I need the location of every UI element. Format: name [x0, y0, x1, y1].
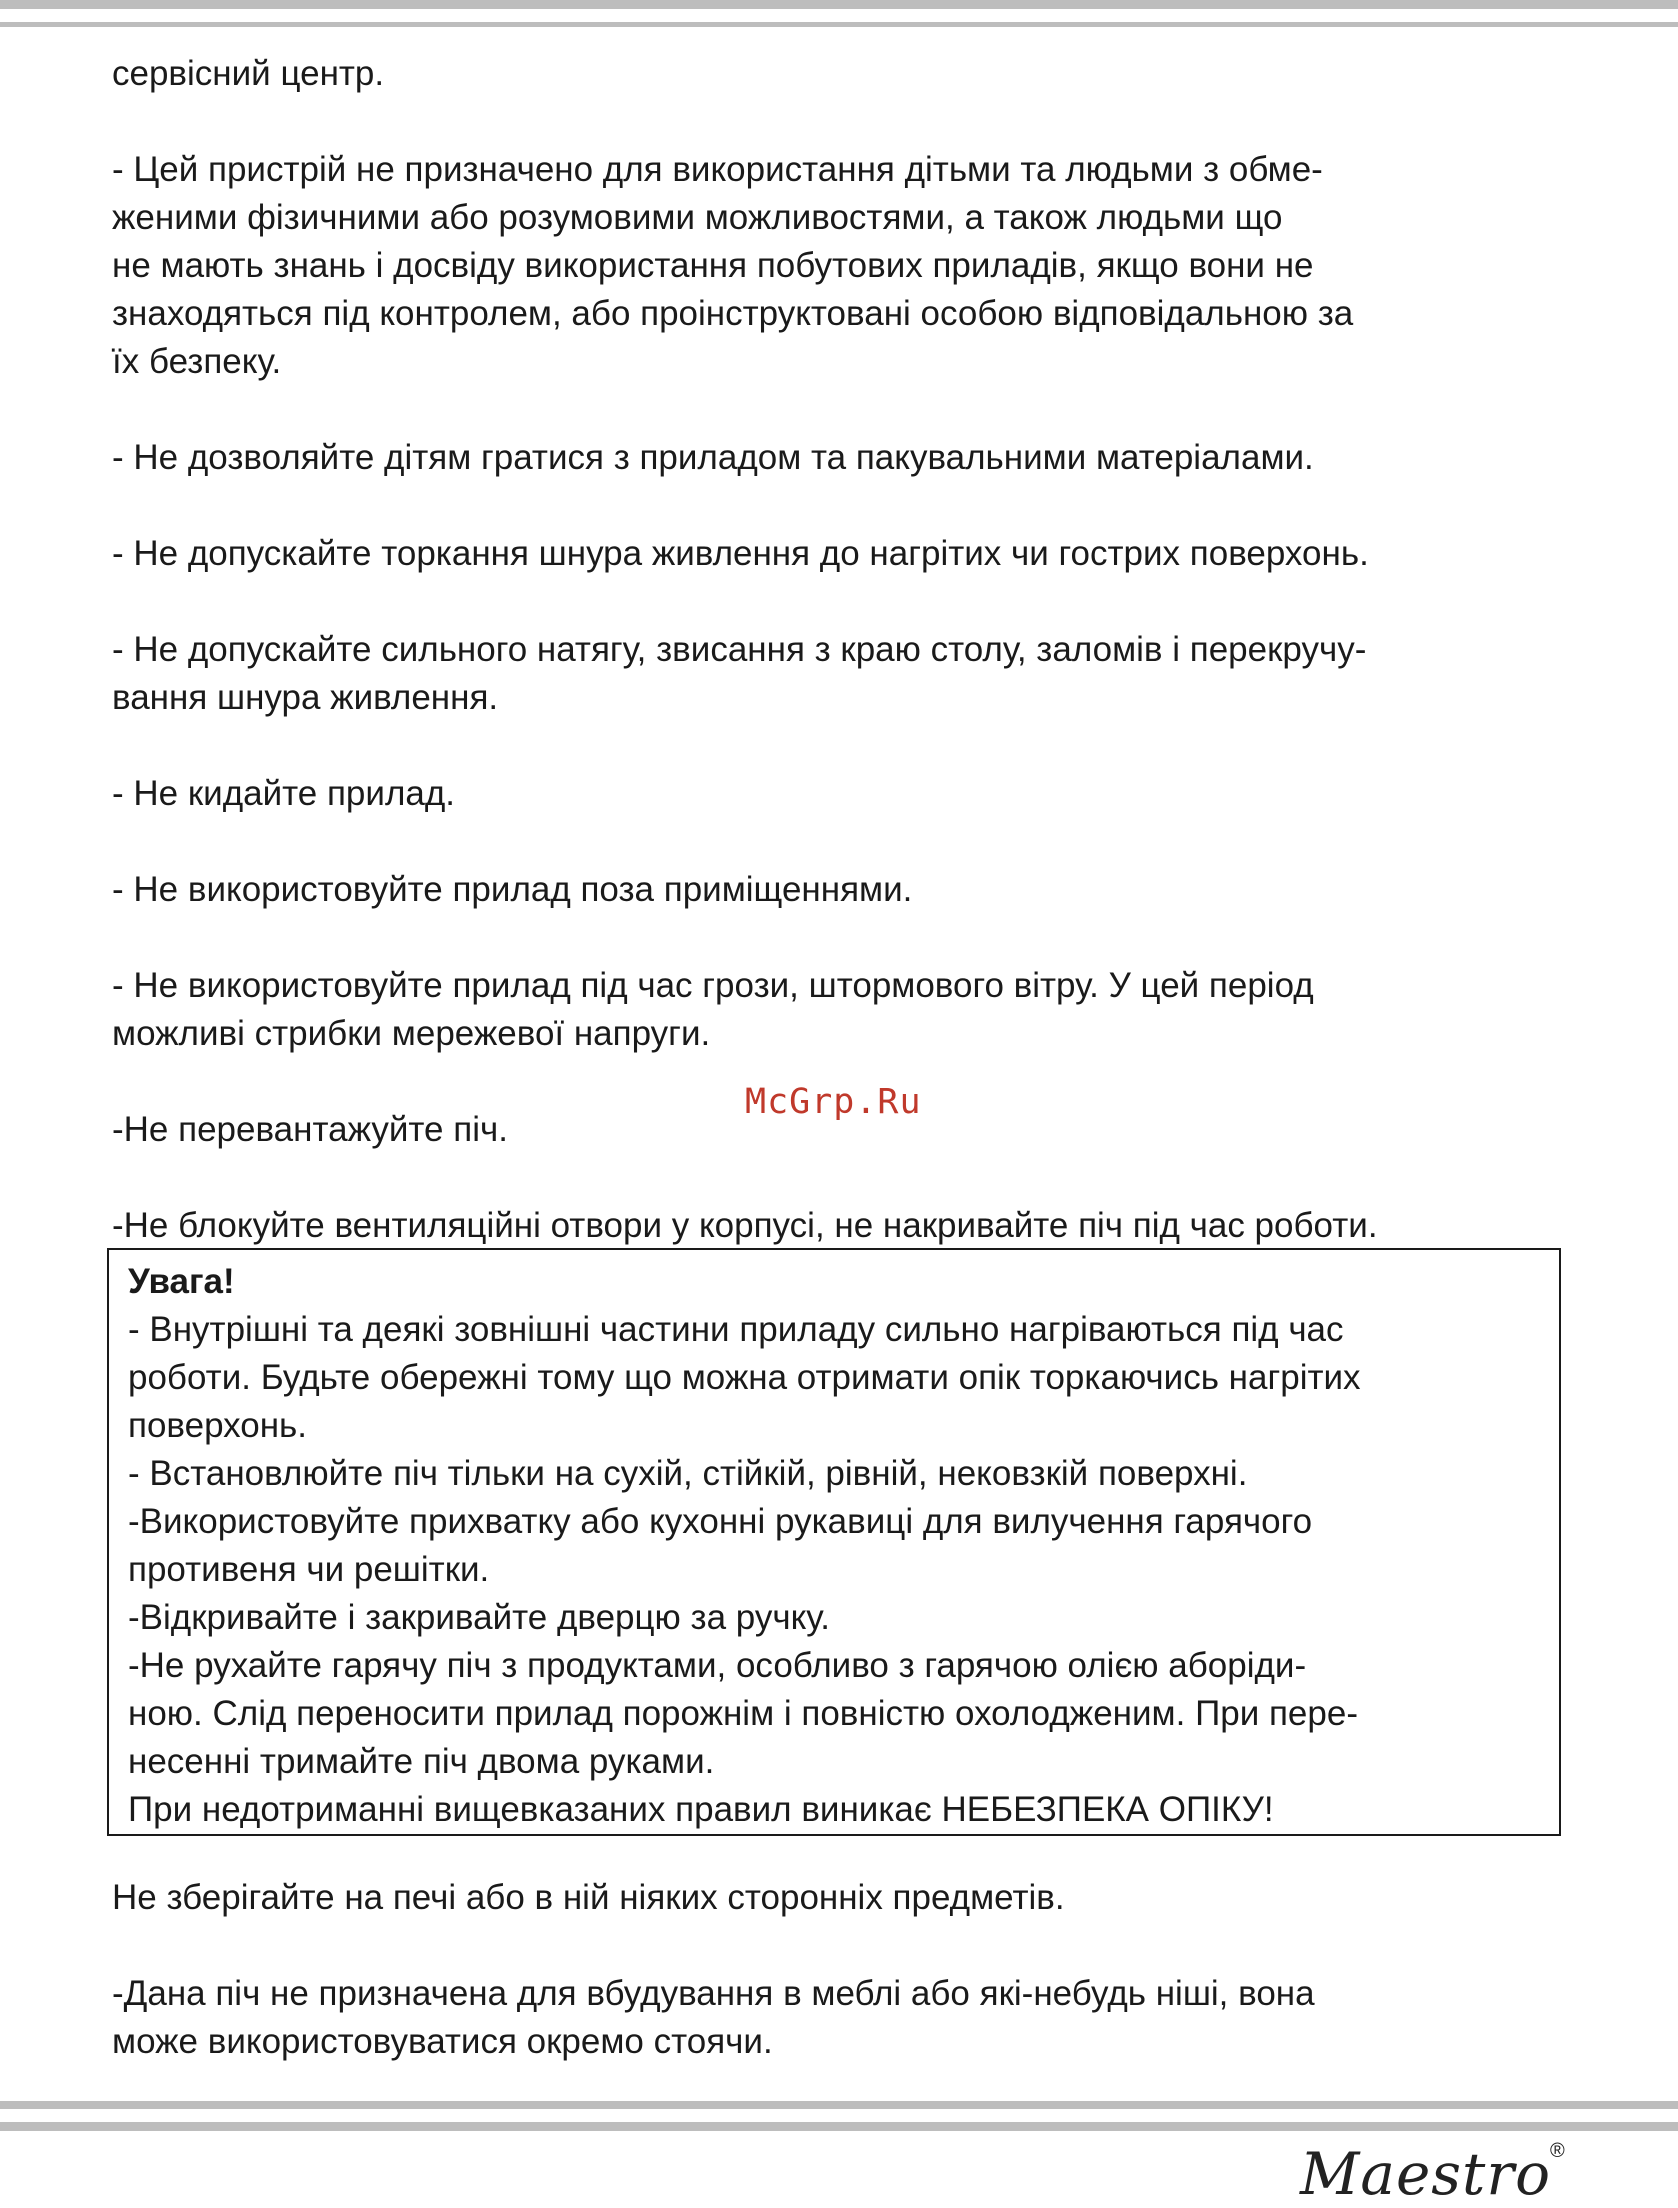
warning-line: - Встановлюйте піч тільки на сухій, стійкій, рівній, нековзкій поверхні. — [128, 1454, 1248, 1493]
bottom-rule-thick — [0, 2122, 1678, 2131]
brand-logo: Maestro — [1300, 2140, 1552, 2208]
top-rule-thick — [0, 0, 1678, 9]
paragraph: - Цей пристрій не призначено для використання дітьми та людьми з обме- женими фізичними або розумовими можливостями, а також людьми що не мають знань і досвіду використання побутових приладів, якщо вони не знаходяться під контролем, або проінструктовані особою відповідальною за їх безпеку. — [112, 150, 1354, 381]
warning-line: При недотриманні вищевказаних правил виникає НЕБЕЗПЕКА ОПІКУ! — [128, 1790, 1274, 1829]
warning-line: противеня чи решітки. — [128, 1550, 490, 1589]
warning-line: -Використовуйте прихватку або кухонні рукавиці для вилучення гарячого — [128, 1502, 1313, 1541]
paragraph: - Не дозволяйте дітям гратися з приладом та пакувальними матеріалами. — [112, 438, 1314, 477]
registered-mark: ® — [1550, 2140, 1565, 2162]
closing-instructions — [112, 1874, 1592, 2066]
warning-line: ною. Слід переносити прилад порожнім і повністю охолодженим. При пере- — [128, 1694, 1358, 1733]
paragraph: - Не допускайте сильного натягу, звисання з краю столу, заломів і перекручу- вання шнура живлення. — [112, 630, 1367, 717]
top-rule-thin — [0, 22, 1678, 27]
paragraph: Не зберігайте на печі або в ній ніяких сторонніх предметів. — [112, 1878, 1065, 1917]
warning-line: несенні тримайте піч двома руками. — [128, 1742, 715, 1781]
warning-line: поверхонь. — [128, 1406, 308, 1445]
warning-line: -Відкривайте і закривайте дверцю за ручку. — [128, 1598, 830, 1637]
paragraph: -Дана піч не призначена для вбудування в меблі або які-небудь ніші, вона може використовуватися окремо стоячи. — [112, 1974, 1315, 2061]
watermark: McGrp.Ru — [745, 1082, 922, 1122]
paragraph: - Не допускайте торкання шнура живлення до нагрітих чи гострих поверхонь. — [112, 534, 1369, 573]
warning-line: -Не рухайте гарячу піч з продуктами, особливо з гарячою олією аборіди- — [128, 1646, 1307, 1685]
paragraph: -Не блокуйте вентиляційні отвори у корпусі, не накривайте піч під час роботи. — [112, 1206, 1378, 1245]
warning-line: роботи. Будьте обережні тому що можна отримати опік торкаючись нагрітих — [128, 1358, 1361, 1397]
paragraph: - Не використовуйте прилад поза приміщеннями. — [112, 870, 913, 909]
paragraph: - Не кидайте прилад. — [112, 774, 455, 813]
warning-line: - Внутрішні та деякі зовнішні частини приладу сильно нагріваються під час — [128, 1310, 1344, 1349]
bottom-rule-thin — [0, 2101, 1678, 2109]
instructions-body — [112, 50, 1592, 1250]
paragraph: - Не використовуйте прилад під час грози, штормового вітру. У цей період можливі стрибки мережевої напруги. — [112, 966, 1314, 1053]
paragraph: -Не перевантажуйте піч. — [112, 1110, 508, 1149]
warning-title: Увага! — [128, 1262, 235, 1301]
warning-box — [107, 1248, 1561, 1836]
paragraph: сервісний центр. — [112, 54, 385, 93]
